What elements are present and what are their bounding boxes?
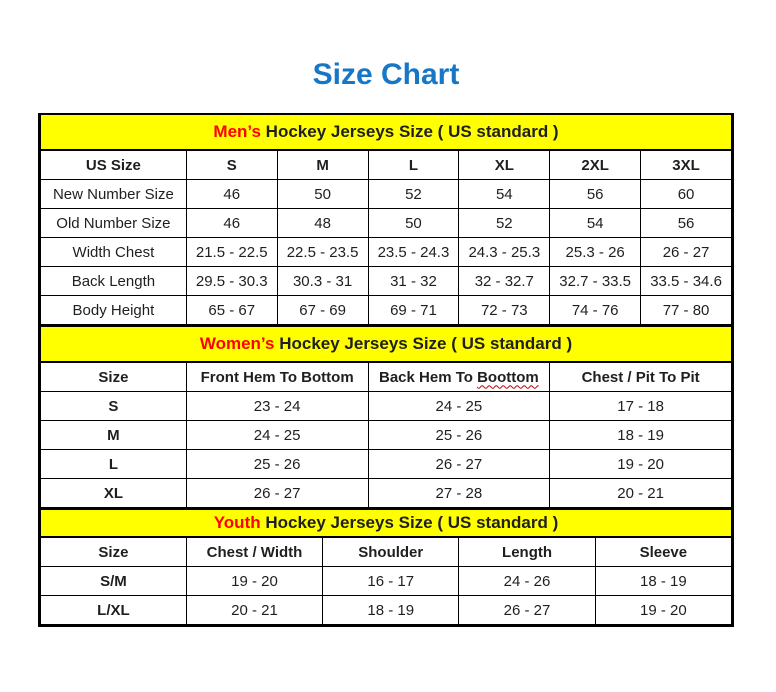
- col-header: S: [186, 150, 277, 180]
- size-value-cell: 26 - 27: [368, 450, 550, 479]
- col-header: Chest / Width: [186, 537, 322, 567]
- band-text: Hockey Jerseys Size ( US standard ): [274, 334, 573, 353]
- size-value-cell: 52: [459, 209, 550, 238]
- row-label: XL: [41, 479, 187, 508]
- womens-table-band: [41, 326, 732, 362]
- col-header: Size: [41, 537, 187, 567]
- col-header: US Size: [41, 150, 187, 180]
- table-row: [41, 450, 732, 479]
- row-label: L: [41, 450, 187, 479]
- band-accent-text: Men’s: [213, 122, 261, 141]
- size-value-cell: 56: [641, 209, 732, 238]
- row-label: Back Length: [41, 267, 187, 296]
- size-value-cell: 54: [459, 180, 550, 209]
- row-label: Old Number Size: [41, 209, 187, 238]
- col-header: Sleeve: [595, 537, 731, 567]
- col-header: M: [277, 150, 368, 180]
- size-value-cell: 24.3 - 25.3: [459, 238, 550, 267]
- womens-size-table: [40, 325, 732, 508]
- youth-table-band: [41, 509, 732, 537]
- col-header: 3XL: [641, 150, 732, 180]
- youth-header-row: [41, 537, 732, 567]
- col-header: XL: [459, 150, 550, 180]
- size-value-cell: 20 - 21: [550, 479, 732, 508]
- table-row: [41, 238, 732, 267]
- size-value-cell: 25 - 26: [368, 421, 550, 450]
- size-value-cell: 77 - 80: [641, 296, 732, 325]
- row-label: Width Chest: [41, 238, 187, 267]
- size-value-cell: 18 - 19: [550, 421, 732, 450]
- size-value-cell: 72 - 73: [459, 296, 550, 325]
- table-row: [41, 421, 732, 450]
- row-label: S: [41, 392, 187, 421]
- size-value-cell: 18 - 19: [595, 567, 731, 596]
- womens-table-band-title: [41, 326, 732, 362]
- size-value-cell: 19 - 20: [550, 450, 732, 479]
- size-value-cell: 74 - 76: [550, 296, 641, 325]
- youth-table-band-title: [41, 509, 732, 537]
- size-value-cell: 46: [186, 209, 277, 238]
- size-value-cell: 24 - 25: [186, 421, 368, 450]
- size-value-cell: 23.5 - 24.3: [368, 238, 459, 267]
- col-header: Back Hem To Boottom: [368, 362, 550, 392]
- size-value-cell: 31 - 32: [368, 267, 459, 296]
- size-value-cell: 27 - 28: [368, 479, 550, 508]
- youth-size-table: [40, 508, 732, 625]
- size-value-cell: 20 - 21: [186, 596, 322, 625]
- size-value-cell: 16 - 17: [323, 567, 459, 596]
- mens-table-band: [41, 115, 732, 150]
- size-value-cell: 25 - 26: [186, 450, 368, 479]
- col-header: Chest / Pit To Pit: [550, 362, 732, 392]
- size-value-cell: 19 - 20: [186, 567, 322, 596]
- size-value-cell: 65 - 67: [186, 296, 277, 325]
- size-value-cell: 52: [368, 180, 459, 209]
- size-value-cell: 48: [277, 209, 368, 238]
- table-row: [41, 180, 732, 209]
- size-value-cell: 25.3 - 26: [550, 238, 641, 267]
- row-label: S/M: [41, 567, 187, 596]
- col-header: L: [368, 150, 459, 180]
- table-row: [41, 392, 732, 421]
- size-value-cell: 18 - 19: [323, 596, 459, 625]
- band-text: Hockey Jerseys Size ( US standard ): [260, 513, 559, 532]
- size-value-cell: 26 - 27: [641, 238, 732, 267]
- size-value-cell: 22.5 - 23.5: [277, 238, 368, 267]
- col-header: Shoulder: [323, 537, 459, 567]
- table-row: [41, 267, 732, 296]
- col-header: Size: [41, 362, 187, 392]
- size-value-cell: 24 - 26: [459, 567, 595, 596]
- mens-size-table: [40, 115, 732, 325]
- size-value-cell: 19 - 20: [595, 596, 731, 625]
- size-value-cell: 30.3 - 31: [277, 267, 368, 296]
- row-label: New Number Size: [41, 180, 187, 209]
- table-row: [41, 596, 732, 625]
- band-accent-text: Youth: [213, 513, 261, 532]
- size-value-cell: 56: [550, 180, 641, 209]
- size-value-cell: 24 - 25: [368, 392, 550, 421]
- size-chart-tables: [38, 113, 734, 627]
- size-value-cell: 29.5 - 30.3: [186, 267, 277, 296]
- col-header: Length: [459, 537, 595, 567]
- band-accent-text: Women’s: [199, 334, 275, 353]
- size-value-cell: 23 - 24: [186, 392, 368, 421]
- spellcheck-underline: Boottom: [477, 368, 539, 386]
- size-value-cell: 26 - 27: [186, 479, 368, 508]
- size-value-cell: 21.5 - 22.5: [186, 238, 277, 267]
- size-value-cell: 32.7 - 33.5: [550, 267, 641, 296]
- col-header: 2XL: [550, 150, 641, 180]
- size-value-cell: 60: [641, 180, 732, 209]
- womens-header-row: [41, 362, 732, 392]
- size-value-cell: 69 - 71: [368, 296, 459, 325]
- size-value-cell: 32 - 32.7: [459, 267, 550, 296]
- table-row: [41, 296, 732, 325]
- table-row: [41, 479, 732, 508]
- mens-table-band-title: [41, 115, 732, 150]
- size-value-cell: 26 - 27: [459, 596, 595, 625]
- table-row: [41, 567, 732, 596]
- mens-header-row: [41, 150, 732, 180]
- table-row: [41, 209, 732, 238]
- size-value-cell: 33.5 - 34.6: [641, 267, 732, 296]
- size-value-cell: 46: [186, 180, 277, 209]
- size-chart-page: [38, 0, 734, 627]
- row-label: M: [41, 421, 187, 450]
- page-title: Size Chart: [312, 58, 460, 91]
- row-label: L/XL: [41, 596, 187, 625]
- col-header: Front Hem To Bottom: [186, 362, 368, 392]
- size-value-cell: 50: [368, 209, 459, 238]
- size-value-cell: 17 - 18: [550, 392, 732, 421]
- size-value-cell: 50: [277, 180, 368, 209]
- size-value-cell: 67 - 69: [277, 296, 368, 325]
- row-label: Body Height: [41, 296, 187, 325]
- size-value-cell: 54: [550, 209, 641, 238]
- band-text: Hockey Jerseys Size ( US standard ): [260, 122, 559, 141]
